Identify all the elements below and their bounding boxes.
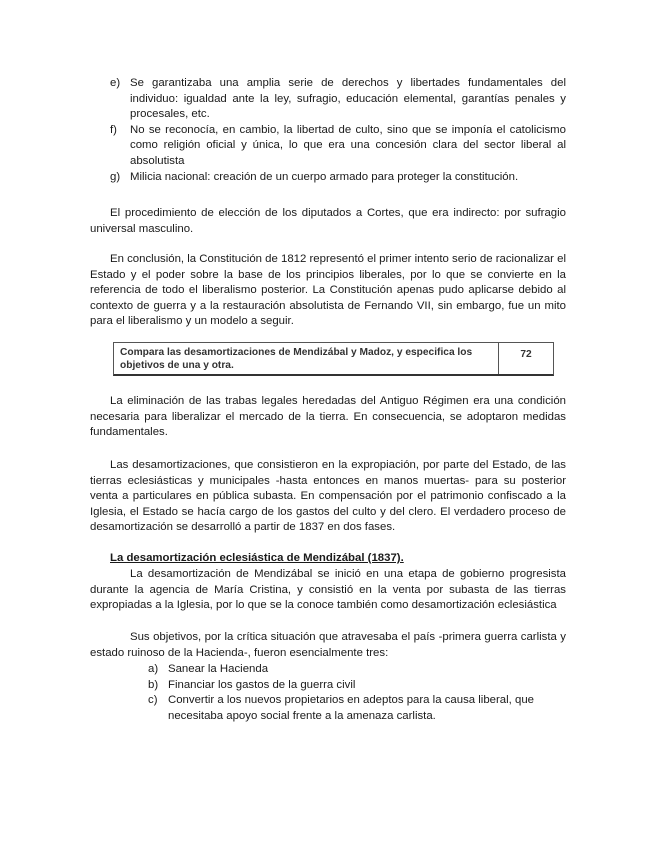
list-item bbox=[148, 662, 568, 678]
paragraph-elections: El procedimiento de elección de los diputados a Cortes, que era indirecto: por sufragio universal masculino. bbox=[90, 207, 566, 235]
list-marker: g) bbox=[110, 170, 121, 183]
rights-list bbox=[90, 76, 566, 185]
paragraph-desamortizaciones: Las desamortizaciones, que consistieron en la expropiación, por parte del Estado, de las tierras eclesiásticas y municipales -hasta entonces en manos muertas- para su posterior venta a particulares en pública subasta. En compensación por el patrimonio confiscado a la Iglesia, el Estado se hacía cargo de los gastos del culto y del clero. El verdadero proceso de desamortización se desarrolló a partir de 1837 en dos fases. bbox=[90, 459, 566, 534]
list-marker: e) bbox=[110, 77, 121, 89]
paragraph-objetivos: Sus objetivos, por la crítica situación que atravesaba el país -primera guerra carlista y estado ruinoso de la Hacienda-, fueron esencialmente tres: bbox=[90, 631, 566, 659]
list-item-text: No se reconocía, en cambio, la libertad de culto, sino que se imponía el catolicismo como religión oficial y única, lo que era una concesión clara del sector liberal al absolutista bbox=[130, 123, 566, 167]
list-item bbox=[90, 170, 566, 186]
paragraph-trabas: La eliminación de las trabas legales heredadas del Antiguo Régimen era una condición necesaria para liberalizar el mercado de la tierra. En consecuencia, se adoptaron medidas fundamentales. bbox=[90, 395, 566, 439]
list-item-text: Sanear la Hacienda bbox=[168, 663, 269, 675]
list-item-text: Se garantizaba una amplia serie de derechos y libertades fundamentales del individuo: igualdad ante la ley, sufragio, educación elemental, garantías penales y procesales, etc. bbox=[130, 77, 566, 121]
list-item bbox=[148, 693, 568, 724]
list-item-text: Financiar los gastos de la guerra civil bbox=[168, 678, 356, 691]
list-marker: a) bbox=[148, 663, 159, 675]
question-text: Compara las desamortizaciones de Mendizábal y Madoz, y especifica los objetivos de una y otra. bbox=[114, 343, 499, 374]
question-number: 72 bbox=[520, 349, 532, 360]
section-heading: La desamortización eclesiástica de Mendizábal (1837). bbox=[110, 552, 404, 564]
list-item bbox=[90, 76, 566, 123]
list-item-text: Milicia nacional: creación de un cuerpo armado para proteger la constitución. bbox=[130, 170, 519, 183]
objectives-list bbox=[148, 662, 568, 724]
list-marker: f) bbox=[110, 123, 117, 136]
list-item bbox=[148, 678, 568, 694]
list-item-text: Convertir a los nuevos propietarios en adeptos para la causa liberal, que necesitaba apoyo social frente a la amenaza carlista. bbox=[168, 694, 534, 722]
paragraph-conclusion: En conclusión, la Constitución de 1812 representó el primer intento serio de racionalizar el Estado y el poder sobre la base de los principios liberales, por lo que se convierte en la referencia de todo el liberalismo posterior. La Constitución apenas pudo aplicarse debido al contexto de guerra y a la restauración absolutista de Fernando VII, sin embargo, fue un mito para el liberalismo y un modelo a seguir. bbox=[90, 253, 566, 328]
list-item bbox=[90, 123, 566, 170]
list-marker: c) bbox=[148, 694, 158, 707]
question-box bbox=[113, 342, 554, 376]
list-marker: b) bbox=[148, 678, 159, 691]
paragraph-mendizabal: La desamortización de Mendizábal se inició en una etapa de gobierno progresista durante la agencia de María Cristina, y consistió en la venta por subasta de las tierras expropiadas a la Iglesia, por lo que se la conoce también como desamortización eclesiástica bbox=[90, 568, 566, 612]
